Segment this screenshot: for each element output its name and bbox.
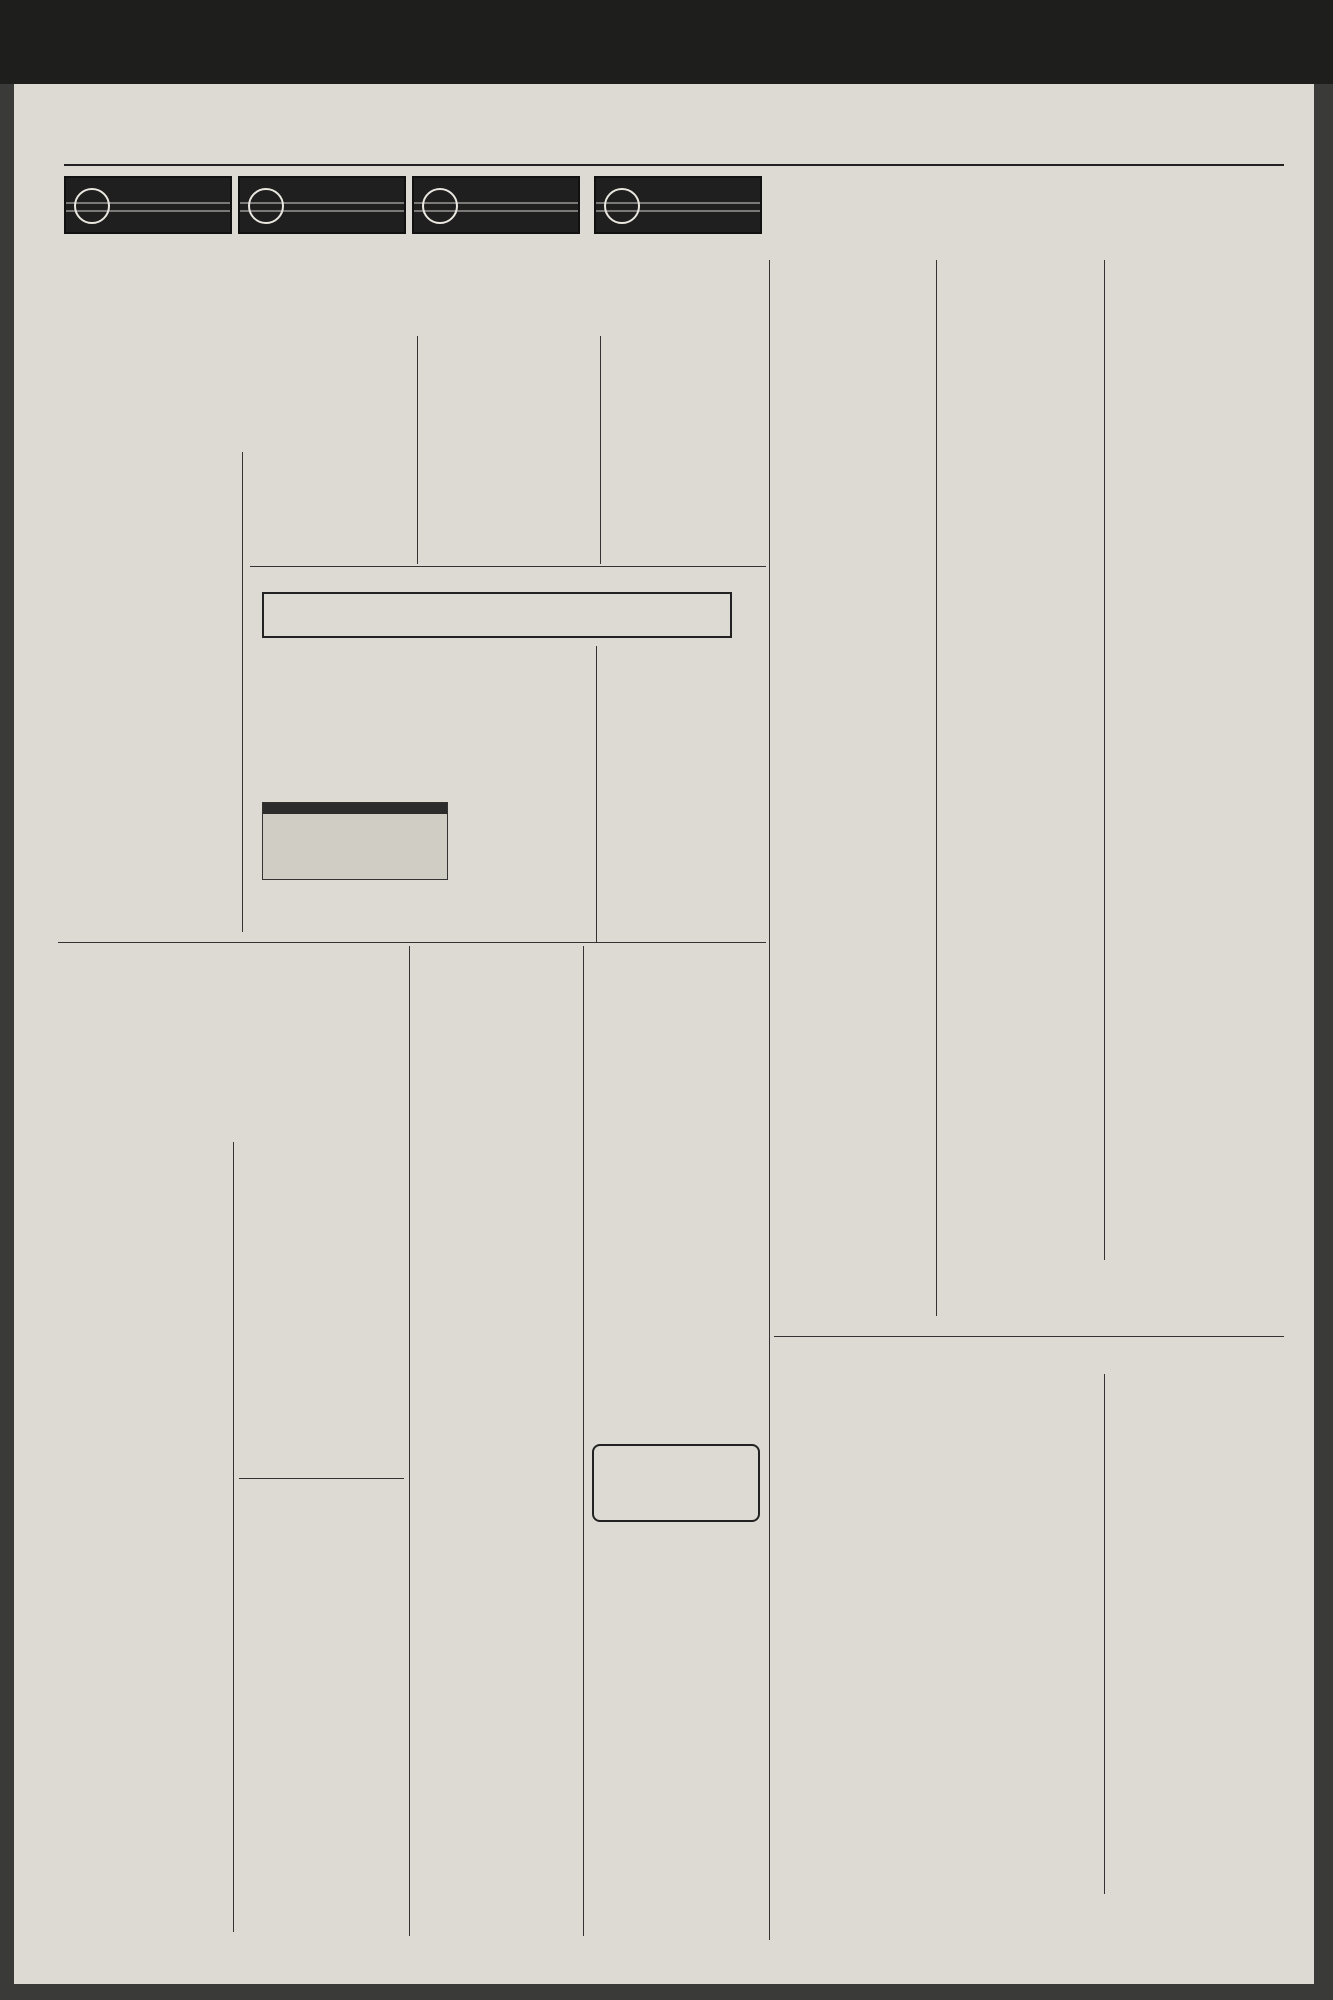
column-rule bbox=[600, 336, 601, 564]
column-rule bbox=[1104, 260, 1105, 1260]
abys-headline bbox=[262, 592, 732, 638]
column-rule bbox=[936, 260, 937, 1316]
column-rule bbox=[596, 646, 597, 942]
neckar-column-3 bbox=[1110, 260, 1280, 1260]
almanac-column bbox=[239, 1514, 404, 1784]
inter-column bbox=[589, 978, 765, 1208]
elljus-column bbox=[606, 389, 766, 564]
neckar-column-1 bbox=[774, 260, 932, 1316]
sport-logo bbox=[594, 176, 762, 234]
sport-logo bbox=[412, 176, 580, 234]
column-rule bbox=[1104, 1374, 1105, 1894]
sport-logo bbox=[238, 176, 406, 234]
column-rule bbox=[409, 946, 410, 1936]
lt-badge bbox=[604, 188, 640, 224]
lt-badge bbox=[422, 188, 458, 224]
sport-logos bbox=[64, 176, 764, 234]
trivsam-column-1 bbox=[62, 1142, 228, 1932]
museum-column-1 bbox=[924, 1374, 1099, 1894]
newspaper-page bbox=[14, 84, 1314, 1984]
section-rule bbox=[58, 942, 766, 943]
section-rule bbox=[774, 1336, 1284, 1337]
column-rule bbox=[769, 260, 770, 1940]
dc-lead bbox=[69, 404, 414, 448]
column-rule bbox=[242, 452, 243, 932]
ullevi-column bbox=[589, 1526, 765, 1762]
idrott-column bbox=[415, 978, 579, 1610]
abys-lead bbox=[262, 646, 592, 684]
column-rule bbox=[417, 336, 418, 564]
neckar-column-2 bbox=[942, 260, 1100, 1316]
abys-column-1 bbox=[262, 688, 422, 798]
dc-column-2 bbox=[250, 452, 418, 552]
lt-badge bbox=[248, 188, 284, 224]
skytte-column bbox=[415, 1654, 579, 1934]
abys-column-2 bbox=[428, 688, 590, 798]
section-rule bbox=[239, 1478, 404, 1479]
abys-column-3 bbox=[602, 646, 766, 942]
column-rule bbox=[583, 946, 584, 1936]
page-header bbox=[64, 144, 1284, 166]
sport-logo bbox=[64, 176, 232, 234]
trivsam-lead bbox=[62, 1014, 402, 1138]
column-rule bbox=[233, 1142, 234, 1932]
india-item bbox=[1099, 1306, 1284, 1336]
dc-column-1 bbox=[69, 452, 237, 807]
museum-column-2 bbox=[1110, 1374, 1280, 1894]
trainer-course bbox=[69, 810, 237, 930]
grid-header bbox=[263, 803, 447, 814]
lottery-body bbox=[1099, 1281, 1284, 1305]
fagered-column bbox=[422, 352, 598, 564]
allsvenskar-column bbox=[589, 1264, 765, 1440]
orkelljunga-column bbox=[589, 1804, 765, 1934]
v5-coupon-grid bbox=[262, 802, 448, 880]
ullevi-box bbox=[592, 1444, 760, 1522]
bastad-column bbox=[239, 1826, 404, 1934]
scan-margin-top bbox=[0, 0, 1333, 84]
lt-badge bbox=[74, 188, 110, 224]
section-rule bbox=[250, 566, 766, 567]
trivsam-column-2 bbox=[239, 1142, 404, 1472]
coupon-grid-svg bbox=[263, 814, 447, 879]
